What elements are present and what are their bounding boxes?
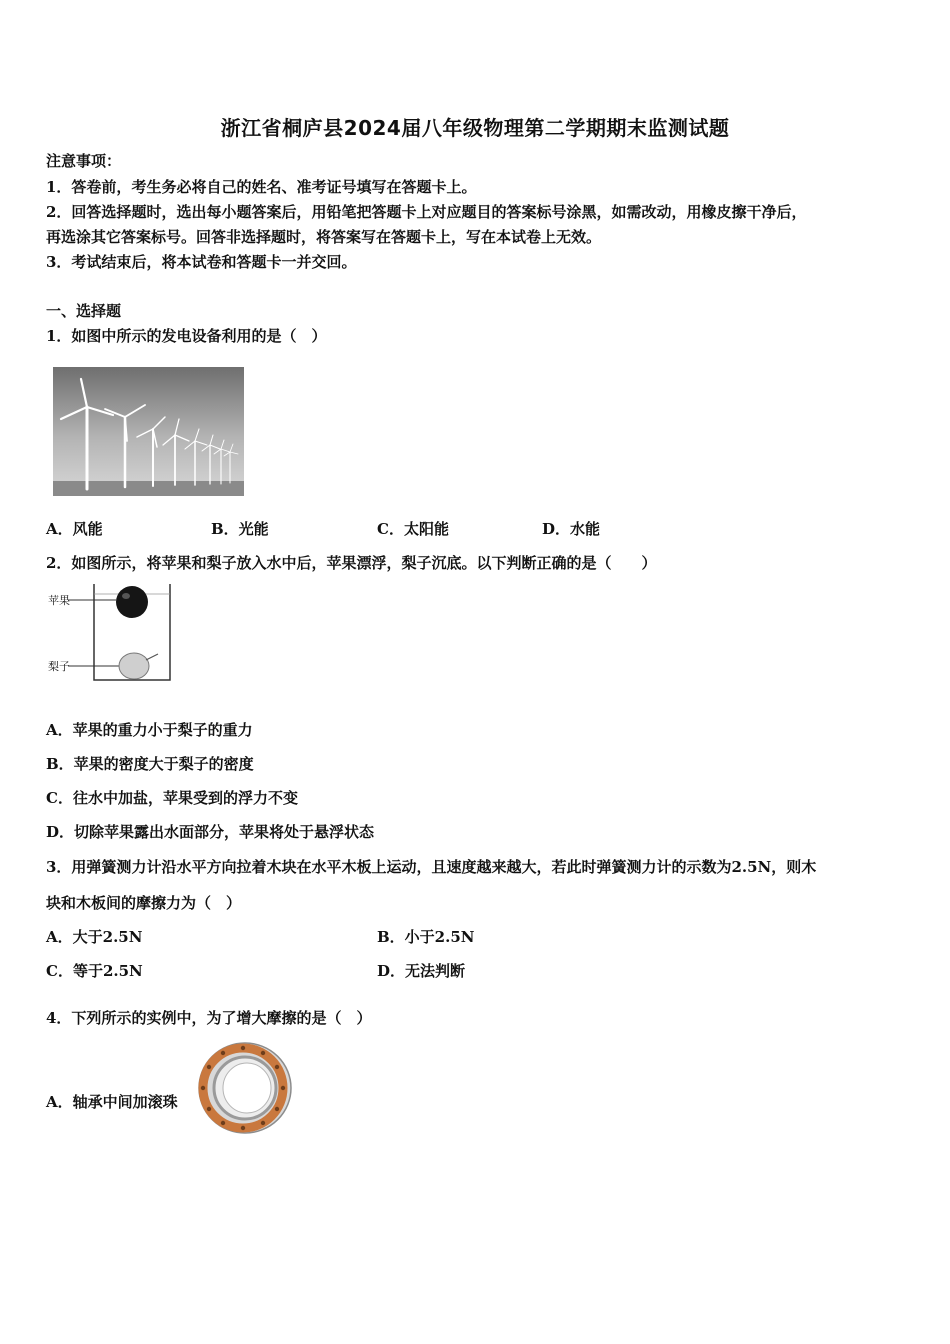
notice-item: 2．回答选择题时，选出每小题答案后，用铅笔把答题卡上对应题目的答案标号涂黑，如需改动，用橡皮擦干净后， [46,203,807,221]
question-3-stem-cont: 块和木板间的摩擦力为（ ） [46,894,242,912]
notice-item: 3．考试结束后，将本试卷和答题卡一并交回。 [46,253,357,271]
q2-option-c: C．往水中加盐，苹果受到的浮力不变 [46,789,298,807]
page-title: 浙江省桐庐县2024届八年级物理第二学期期末监测试题 [220,116,730,140]
question-4-stem: 4．下列所示的实例中，为了增大摩擦的是（ ） [46,1009,372,1027]
q1-option-a: A．风能 [46,520,103,538]
bearing-image [193,1038,295,1138]
q1-option-c: C．太阳能 [377,520,449,538]
question-3-stem: 3．用弹簧测力计沿水平方向拉着木块在水平木板上运动，且速度越来越大，若此时弹簧测力计的示数为2.5N，则木 [46,858,817,876]
notice-heading: 注意事项： [46,152,122,170]
q1-option-d: D．水能 [542,520,601,538]
question-2-stem: 2．如图所示，将苹果和梨子放入水中后，苹果漂浮，梨子沉底。以下判断正确的是（ ） [46,554,657,572]
q2-option-d: D．切除苹果露出水面部分，苹果将处于悬浮状态 [46,823,375,841]
q3-option-c: C．等于2.5N [46,962,143,980]
apple-label: 苹果 [48,594,70,607]
q3-option-b: B．小于2.5N [377,928,475,946]
notice-item: 1．答卷前，考生务必将自己的姓名、准考证号填写在答题卡上。 [46,178,477,196]
apple-pear-figure [46,582,176,684]
notice-item: 再选涂其它答案标号。回答非选择题时，将答案写在答题卡上，写在本试卷上无效。 [46,228,602,246]
q2-option-b: B．苹果的密度大于梨子的密度 [46,755,254,773]
wind-turbine-image [53,367,244,496]
q1-option-b: B．光能 [211,520,269,538]
section-heading: 一、选择题 [46,302,122,320]
q3-option-a: A．大于2.5N [46,928,143,946]
pear-label: 梨子 [48,660,70,673]
q3-option-d: D．无法判断 [377,962,466,980]
q4-option-a: A．轴承中间加滚珠 [46,1093,178,1111]
question-1-stem: 1．如图中所示的发电设备利用的是（ ） [46,327,327,345]
q2-option-a: A．苹果的重力小于梨子的重力 [46,721,253,739]
